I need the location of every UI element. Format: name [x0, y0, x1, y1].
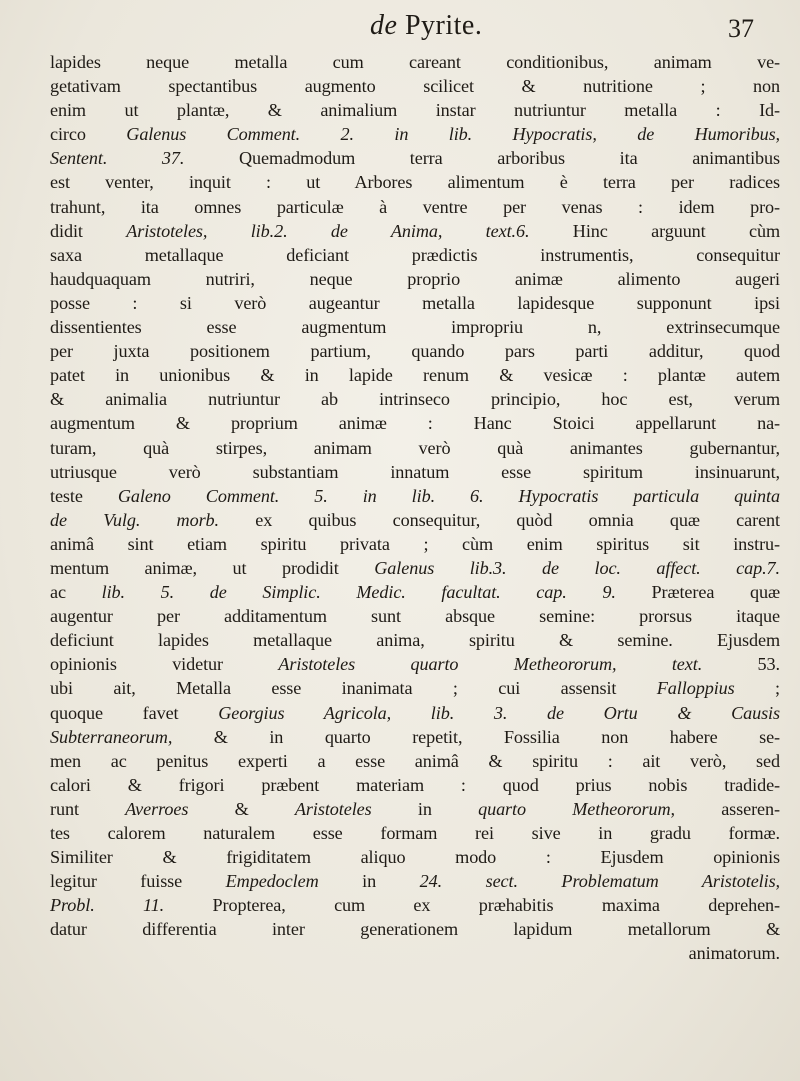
text-segment: est venter, inquit : ut Arbores alimentum è terra per radices — [50, 172, 780, 193]
text-line — [50, 363, 780, 387]
italic-text-segment: lib. 5. de Simplic. Medic. facultat. cap. 9. — [101, 582, 616, 603]
text-segment: legitur fuisse — [50, 871, 226, 892]
text-line — [50, 74, 780, 98]
page-number: 37 — [728, 14, 754, 43]
text-line — [50, 869, 780, 893]
text-segment: ac — [50, 582, 102, 603]
italic-text-segment: Georgius Agricola, lib. 3. de Ortu & Causis — [218, 702, 780, 723]
text-line — [50, 628, 780, 652]
running-title-main: Pyrite. — [404, 10, 483, 41]
text-line — [50, 773, 780, 797]
text-segment: deficiunt lapides metallaque anima, spiritu & semine. Ejusdem — [50, 630, 780, 651]
text-segment: & — [188, 798, 295, 819]
text-segment: circo — [50, 124, 127, 145]
text-line — [50, 821, 780, 845]
text-line — [50, 291, 780, 315]
text-line — [50, 411, 780, 435]
text-segment: runt — [50, 798, 126, 819]
text-segment: Hinc arguunt cùm — [529, 220, 781, 241]
text-line — [50, 387, 780, 411]
text-line — [50, 98, 780, 122]
text-line — [50, 676, 780, 700]
text-line — [50, 508, 780, 532]
text-segment: Propterea, cum ex præhabitis maxima deprehen- — [164, 895, 781, 916]
text-segment: posse : si verò augeantur metalla lapidesque supponunt ipsi — [50, 292, 780, 313]
text-segment: enim ut plantæ, & animalium instar nutriuntur metalla : Id- — [50, 100, 780, 121]
text-segment: asseren- — [674, 798, 780, 819]
text-line — [50, 50, 780, 74]
text-segment: animatorum. — [688, 943, 780, 964]
italic-text-segment: Falloppius — [656, 678, 735, 699]
text-segment: per juxta positionem partium, quando pars parti additur, quod — [50, 341, 780, 362]
text-line — [50, 797, 780, 821]
text-line — [50, 436, 780, 460]
text-segment: 53. — [702, 654, 780, 675]
text-line — [50, 701, 780, 725]
italic-text-segment: quarto Metheororum, — [478, 798, 675, 819]
text-segment: patet in unionibus & in lapide renum & vesicæ : plantæ autem — [50, 365, 780, 386]
text-segment: teste — [50, 485, 118, 506]
text-segment: augmentum & proprium animæ : Hanc Stoici appellarunt na- — [50, 413, 780, 434]
text-line — [50, 460, 780, 484]
text-segment: ubi ait, Metalla esse inanimata ; cui assensit — [50, 678, 657, 699]
text-line — [50, 532, 780, 556]
text-segment: turam, quà stirpes, animam verò quà animantes gubernantur, — [50, 437, 780, 458]
text-segment: dissentientes esse augmentum impropriu n, extrinsecumque — [50, 317, 780, 338]
italic-text-segment: 24. sect. Problematum Aristotelis, — [419, 871, 780, 892]
italic-text-segment: Probl. 11. — [50, 895, 165, 916]
text-line — [50, 941, 780, 965]
text-segment: haudquaquam nutriri, neque proprio animæ alimento augeri — [50, 268, 780, 289]
text-segment: trahunt, ita omnes particulæ à ventre per venas : idem pro- — [50, 196, 780, 217]
text-segment: Quemadmodum terra arboribus ita animantibus — [184, 148, 780, 169]
italic-text-segment: de Vulg. morb. — [50, 509, 219, 530]
text-segment: saxa metallaque deficiant prædictis instrumentis, consequitur — [50, 244, 780, 265]
italic-text-segment: Averroes — [125, 798, 189, 819]
italic-text-segment: Aristoteles — [294, 798, 372, 819]
italic-text-segment: Galenus Comment. 2. in lib. Hypocratis, de Humoribus, — [126, 124, 780, 145]
italic-text-segment: Empedoclem — [225, 871, 319, 892]
text-segment: ex quibus consequitur, quòd omnia quæ carent — [219, 509, 780, 530]
text-segment: datur differentia inter generationem lapidum metallorum & — [50, 919, 780, 940]
text-segment: Præterea quæ — [615, 582, 780, 603]
text-line — [50, 122, 780, 146]
text-segment: in — [371, 798, 479, 819]
text-segment: calori & frigori præbent materiam : quod prius nobis tradide- — [50, 774, 780, 795]
text-segment: mentum animæ, ut prodidit — [50, 557, 375, 578]
text-line — [50, 556, 780, 580]
text-segment: in — [318, 871, 420, 892]
text-segment: & in quarto repetit, Fossilia non habere se- — [172, 726, 780, 747]
italic-text-segment: Galeno Comment. 5. in lib. 6. Hypocratis particula quinta — [117, 485, 780, 506]
text-segment: & animalia nutriuntur ab intrinseco principio, hoc est, verum — [50, 389, 780, 410]
text-segment: didit — [50, 220, 127, 241]
text-line — [50, 652, 780, 676]
text-segment: ; — [734, 678, 780, 699]
text-segment: utriusque verò substantiam innatum esse spiritum insinuarunt, — [50, 461, 780, 482]
text-line — [50, 219, 780, 243]
body-text — [50, 50, 780, 966]
text-line — [50, 917, 780, 941]
running-title-prefix: de — [370, 10, 398, 41]
italic-text-segment: Subterraneorum, — [50, 726, 173, 747]
text-line — [50, 725, 780, 749]
text-line — [50, 580, 780, 604]
text-line — [50, 339, 780, 363]
text-line — [50, 315, 780, 339]
text-segment: opinionis videtur — [50, 654, 279, 675]
text-segment: tes calorem naturalem esse formam rei sive in gradu formæ. — [50, 823, 780, 843]
text-line — [50, 845, 780, 869]
text-segment: augentur per additamentum sunt absque semine: prorsus itaque — [50, 606, 780, 627]
italic-text-segment: Galenus lib.3. de loc. affect. cap.7. — [374, 557, 780, 578]
text-line — [50, 146, 780, 170]
text-segment: men ac penitus experti a esse animâ & spiritu : ait verò, sed — [50, 750, 780, 771]
text-line — [50, 170, 780, 194]
italic-text-segment: Sentent. 37. — [50, 148, 185, 169]
text-segment: Similiter & frigiditatem aliquo modo : Ejusdem opinionis — [50, 847, 780, 868]
text-line — [50, 195, 780, 219]
running-head — [0, 10, 800, 44]
italic-text-segment: Aristoteles quarto Metheororum, text. — [278, 654, 703, 675]
text-segment: quoque favet — [50, 702, 219, 723]
text-segment: animâ sint etiam spiritu privata ; cùm enim spiritus sit instru- — [50, 533, 780, 554]
running-title — [370, 10, 482, 42]
italic-text-segment: Aristoteles, lib.2. de Anima, text.6. — [126, 220, 530, 241]
text-segment: getativam spectantibus augmento scilicet & nutritione ; non — [50, 76, 780, 97]
text-line — [50, 267, 780, 291]
text-segment: lapides neque metalla cum careant conditionibus, animam ve- — [50, 52, 780, 72]
text-line — [50, 243, 780, 267]
text-line — [50, 604, 780, 628]
text-line — [50, 484, 780, 508]
text-line — [50, 749, 780, 773]
text-line — [50, 893, 780, 917]
